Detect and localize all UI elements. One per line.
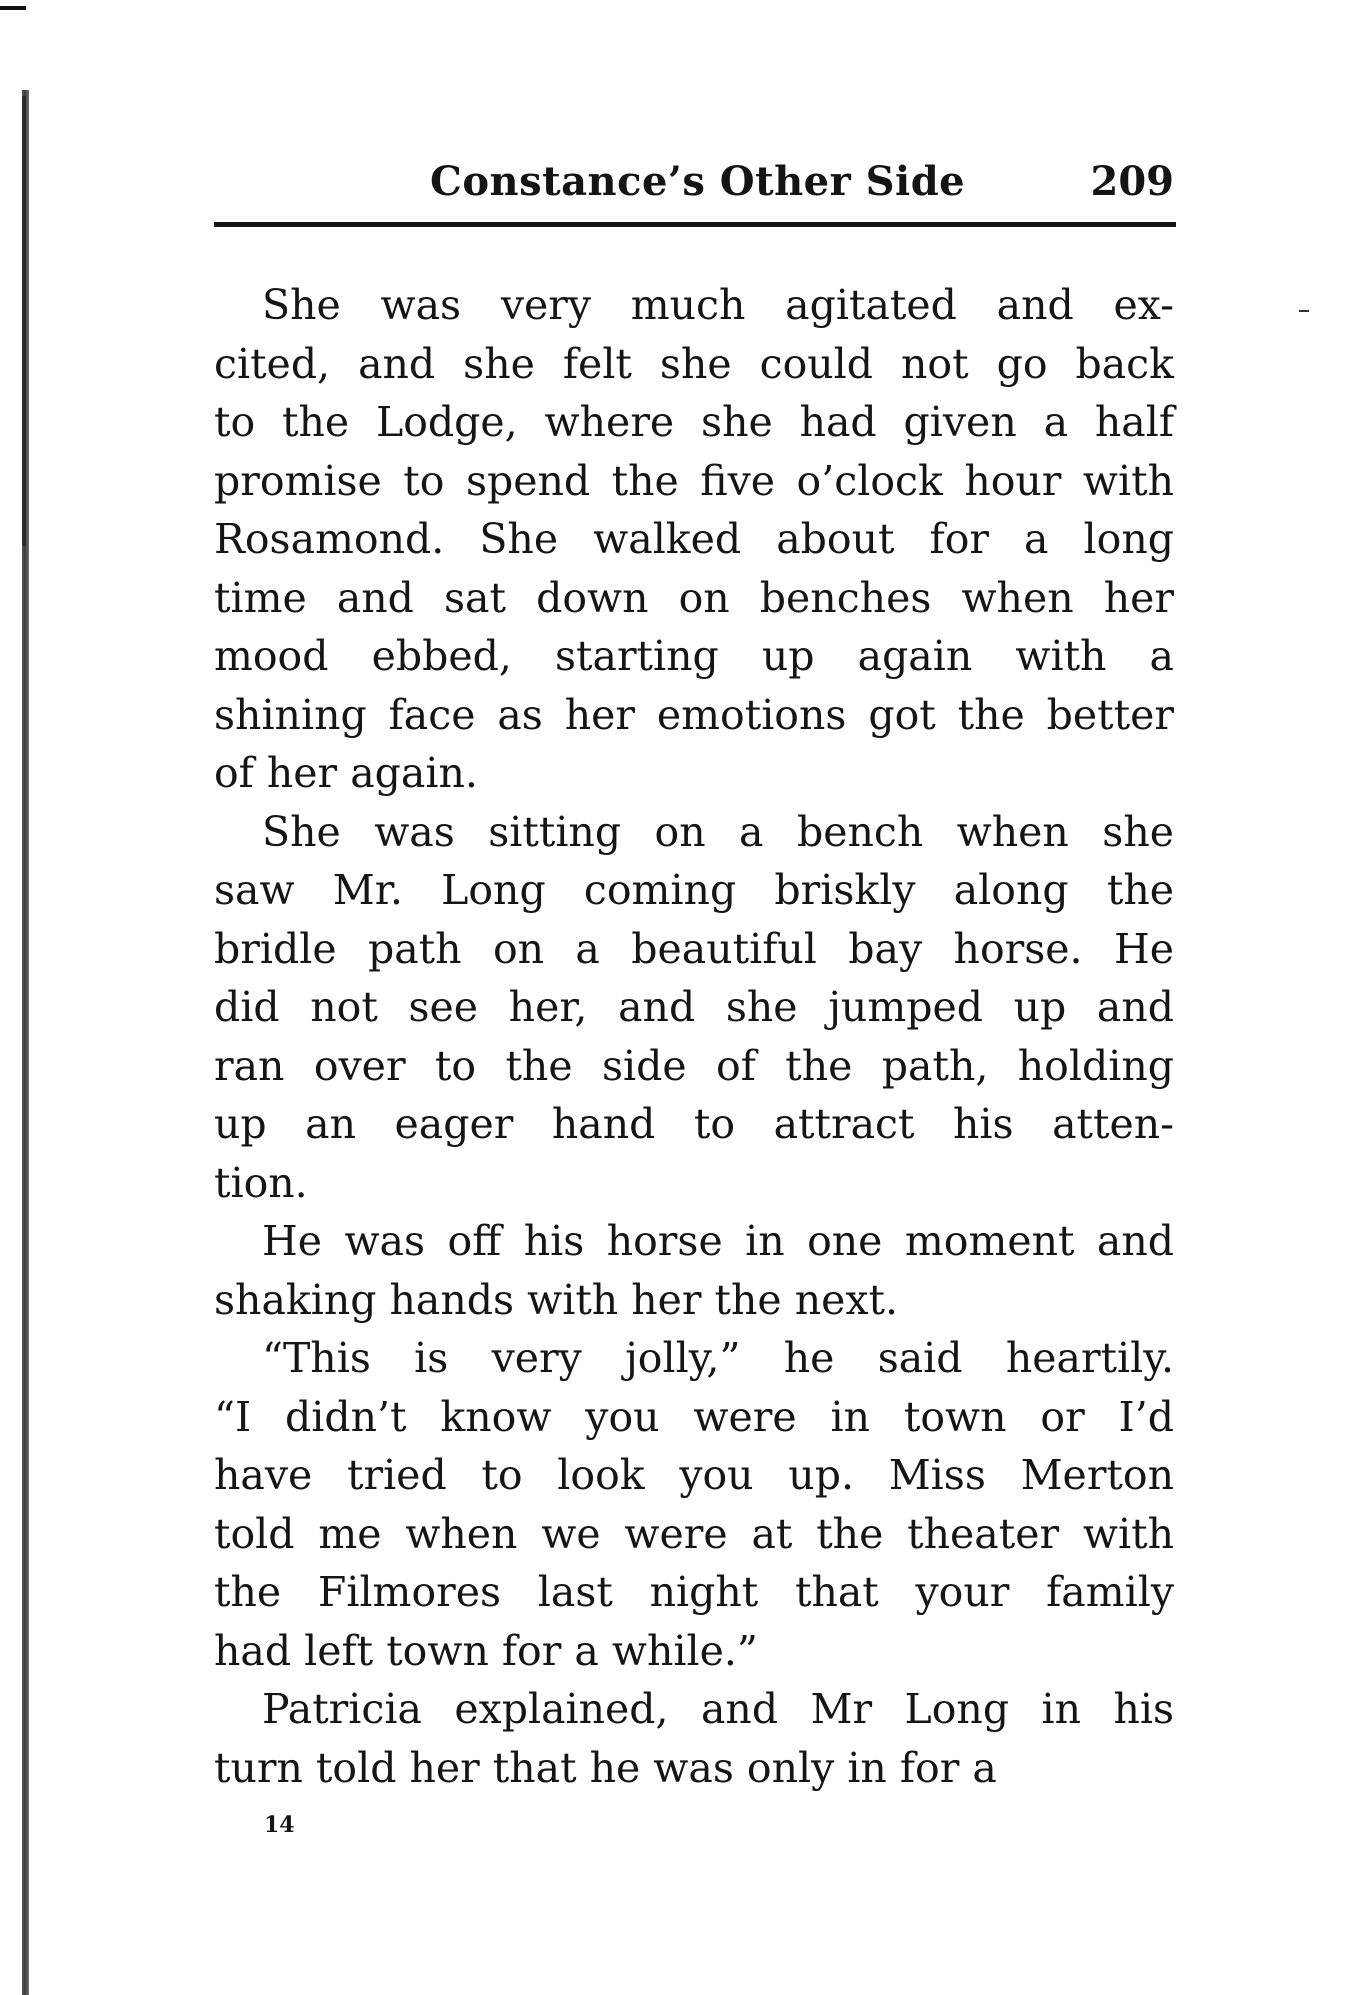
text-line: He was off his horse in one moment and [262,1217,1174,1265]
text-line: “This is very jolly,” he said heartily. [262,1334,1174,1382]
stray-ink-mark [1299,310,1309,312]
paragraph [214,276,1174,803]
running-title: Constance’s Other Side [430,158,966,205]
text-line: cited, and she felt she could not go back [214,339,1174,388]
paragraph [214,1680,1174,1797]
text-line: of her again. [214,749,478,797]
text-line: up an eager hand to attract his atten- [214,1100,1174,1148]
text-line: have tried to look you up. Miss Merton [214,1451,1174,1499]
text-line: She was very much agitated and ex- [262,281,1174,329]
text-line: Patricia explained, and Mr Long in his [262,1685,1174,1733]
text-line: ran over to the side of the path, holding [214,1041,1174,1090]
text-line: Rosamond. She walked about for a long [214,515,1174,563]
paragraph [214,1329,1174,1680]
text-line: shining face as her emotions got the better [214,690,1174,739]
text-line: shaking hands with her the next. [214,1275,899,1324]
body-text [214,276,1174,1797]
text-line: the Filmores last night that your family [214,1568,1174,1616]
text-line: had left town for a while.” [214,1626,758,1675]
paragraph [214,803,1174,1213]
running-header [214,158,1174,220]
text-line: told me when we were at the theater with [214,1509,1174,1558]
text-line: bridle path on a beautiful bay horse. He [214,924,1174,973]
text-line: did not see her, and she jumped up and [214,983,1174,1031]
paragraph [214,1212,1174,1329]
scan-corner-mark [0,6,26,10]
page-number: 209 [1090,158,1174,205]
text-line: saw Mr. Long coming briskly along the [214,866,1174,914]
signature-mark: 14 [264,1812,295,1838]
text-line: tion. [214,1158,308,1207]
text-line: “I didn’t know you were in town or I’d [214,1392,1174,1441]
text-line: mood ebbed, starting up again with a [214,632,1174,680]
header-rule [214,222,1176,227]
text-line: promise to spend the five o’clock hour with [214,456,1174,505]
text-line: turn told her that he was only in for a [214,1743,997,1792]
text-line: time and sat down on benches when her [214,573,1174,622]
text-line: She was sitting on a bench when she [262,807,1174,856]
binding-shadow-upper [22,96,26,546]
text-line: to the Lodge, where she had given a half [214,398,1174,446]
